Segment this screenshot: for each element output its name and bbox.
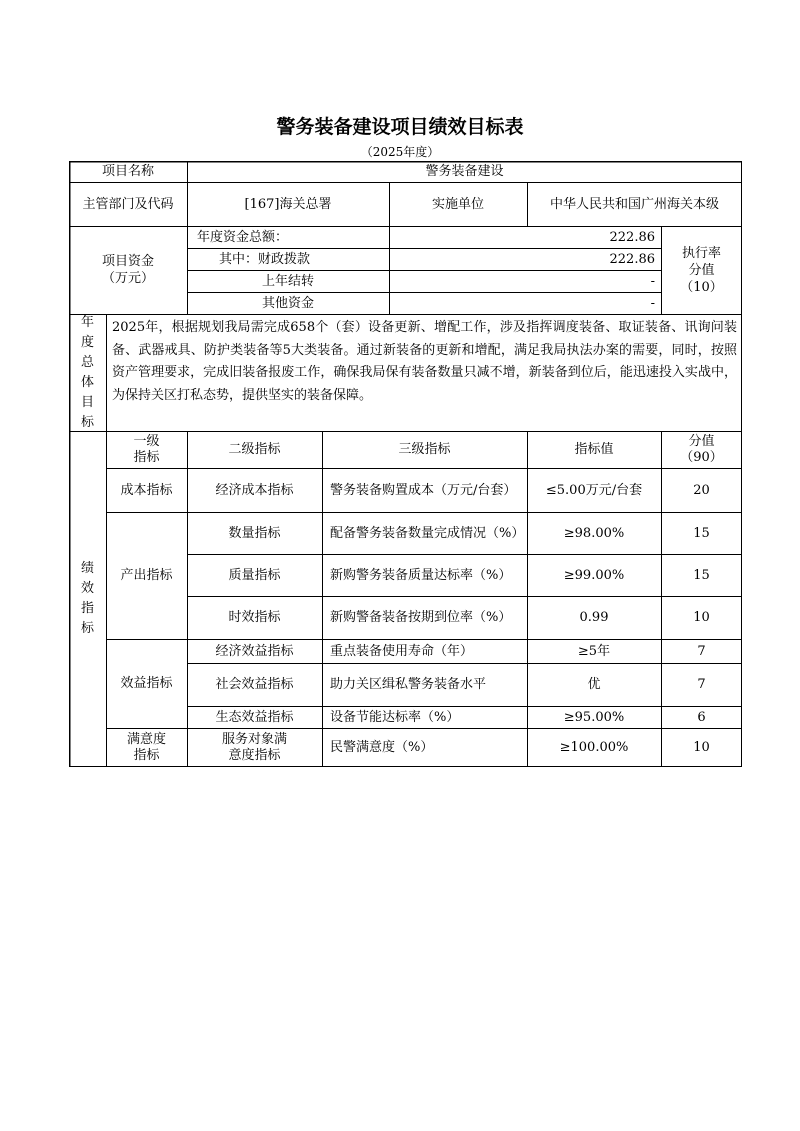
table-row-l2: 服务对象满意度指标	[221, 731, 287, 763]
header-level2: 二级指标	[228, 442, 281, 457]
dept-value: [167]海关总署	[244, 196, 332, 212]
project-name-value: 警务装备建设	[425, 164, 504, 179]
fiscal-funds-label: 其中：财政拨款	[219, 251, 311, 267]
level1-cost: 成本指标	[120, 482, 173, 498]
page-year: （2025年度）	[360, 145, 440, 159]
project-funds-label: 项目资金（万元）	[101, 254, 154, 286]
table-row-value: ≥100.00%	[559, 740, 629, 755]
exec-rate-score-label: 执行率分值	[681, 245, 721, 278]
page-title: 警务装备建设项目绩效目标表	[276, 116, 524, 138]
table-row-value: 优	[587, 677, 601, 692]
dept-label: 主管部门及代码	[82, 196, 174, 212]
table-row-l3: 设备节能达标率（%）	[330, 709, 460, 725]
table-row-l3: 民警满意度（%）	[330, 740, 434, 755]
annual-goal-text: 2025年，根据规划我局需完成658个（套）设备更新、增配工作，涉及指挥调度装备、取证装备、讯询问装备、武器戒具、防护类装备等5大类装备。通过新装备的更新和增配，满足我局执法办案的需要，同时，按照资产管理要求，完成旧装备报废工作，确保我局保有装备数量只减不增，新装备到位后，能迅速投入实战中，为保持关区打私态势，提供坚实的装备保障。	[112, 320, 737, 403]
fiscal-funds-value: 222.86	[609, 251, 655, 267]
impl-unit-label: 实施单位	[431, 196, 484, 212]
table-row-l2: 时效指标	[228, 610, 281, 625]
exec-rate-score-value: （10）	[680, 279, 723, 295]
table-row-value: ≥98.00%	[563, 525, 625, 541]
table-row-score: 15	[693, 567, 710, 583]
header-score-label: 分值	[688, 433, 715, 449]
table-row-l3: 新购警务装备质量达标率（%）	[330, 567, 512, 583]
performance-table	[69, 161, 742, 767]
table-row-l2: 经济效益指标	[215, 643, 294, 659]
performance-indicators-label: 绩效指标	[80, 561, 94, 636]
table-row-score: 10	[693, 740, 710, 755]
carryover-label: 上年结转	[261, 273, 314, 289]
header-score	[661, 431, 742, 468]
table-row-score: 20	[693, 482, 710, 498]
header-score-total: （90）	[680, 449, 723, 465]
table-row-score: 15	[693, 525, 710, 541]
table-row-value: ≥95.00%	[563, 709, 625, 725]
table-row-value: ≤5.00万元/台套	[545, 482, 643, 498]
level1-satisfaction: 满意度指标	[126, 731, 166, 763]
impl-unit-value: 中华人民共和国广州海关本级	[549, 196, 719, 212]
table-row-l2: 社会效益指标	[215, 677, 294, 692]
table-row-score: 6	[697, 709, 706, 725]
table-row-l2: 质量指标	[228, 567, 281, 583]
level1-output: 产出指标	[120, 568, 173, 583]
table-row-score: 7	[697, 643, 706, 659]
table-row-l3: 重点装备使用寿命（年）	[330, 643, 474, 659]
exec-rate-score	[661, 226, 742, 314]
annual-total-value: 222.86	[609, 229, 655, 245]
carryover-value: -	[650, 273, 655, 289]
table-row-value: 0.99	[579, 610, 609, 625]
other-funds-value: -	[650, 295, 655, 311]
table-row-l3: 新购警备装备按期到位率（%）	[330, 610, 512, 625]
table-row-l3: 配备警务装备数量完成情况（%）	[330, 525, 525, 541]
level1-benefit: 效益指标	[120, 676, 173, 691]
table-row-value: ≥99.00%	[563, 567, 625, 583]
table-row-l3: 助力关区缉私警务装备水平	[330, 677, 487, 692]
project-name-label: 项目名称	[101, 164, 154, 179]
table-row-l2: 数量指标	[228, 525, 281, 541]
header-level1: 一级指标	[133, 433, 160, 465]
header-indicator-value: 指标值	[574, 442, 614, 457]
table-row-score: 10	[693, 610, 710, 625]
table-row-score: 7	[697, 677, 706, 692]
annual-goal-label: 年度总体目标	[80, 314, 94, 430]
annual-total-label: 年度资金总额：	[197, 229, 289, 245]
header-level3: 三级指标	[398, 442, 451, 457]
table-row-value: ≥5年	[577, 643, 611, 659]
table-row-l2: 经济成本指标	[215, 482, 294, 498]
table-row-l2: 生态效益指标	[215, 709, 294, 725]
other-funds-label: 其他资金	[261, 295, 314, 311]
table-row-l3: 警务装备购置成本（万元/台套）	[330, 482, 517, 498]
